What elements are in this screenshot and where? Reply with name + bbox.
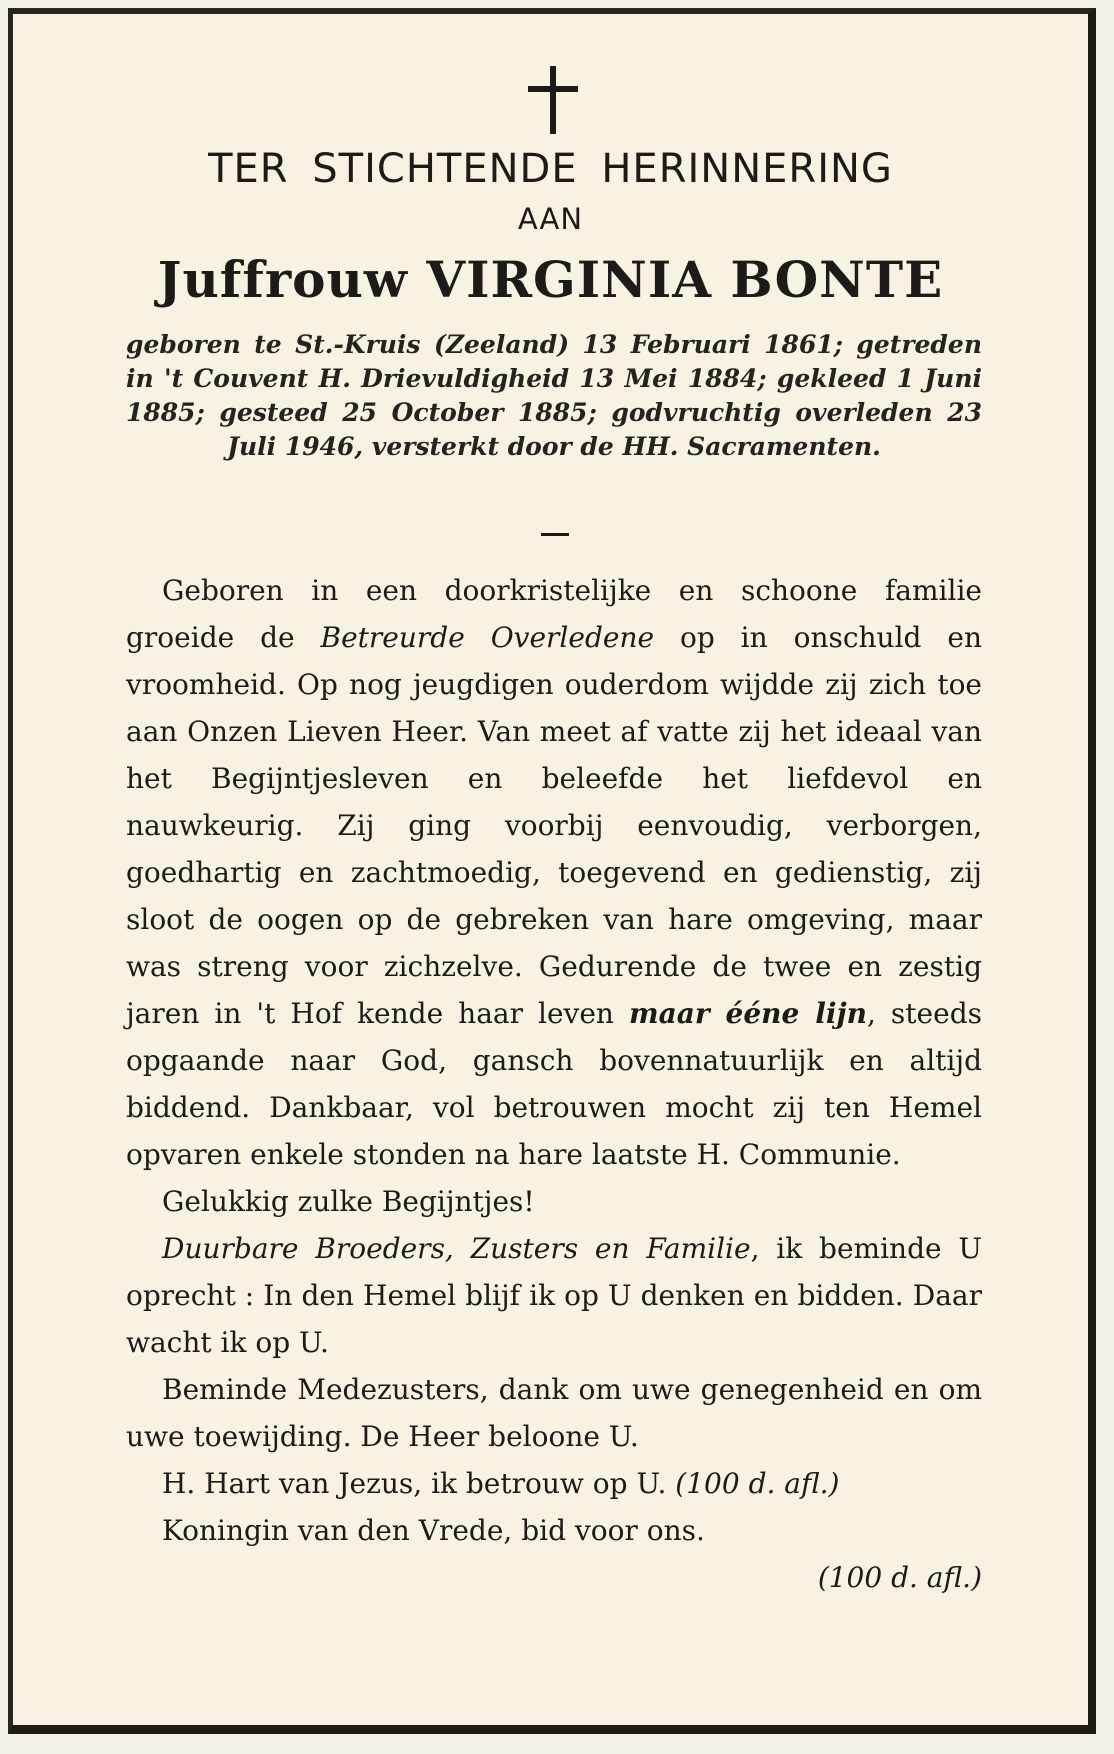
paragraph-2: Gelukkig zulke Begijntjes! [162, 1185, 535, 1218]
heading-line-1: TER STICHTENDE HERINNERING [208, 146, 893, 192]
paragraph-4: Beminde Medezusters, dank om uwe genegenheid en om uwe toewijding. De Heer beloone U. [126, 1373, 982, 1453]
paragraph-3-part-a: Duurbare Broeders, Zusters en Familie [162, 1232, 751, 1265]
paragraph-3-part-b: , ik beminde U oprecht : In den Hemel blijf ik op U denken en bidden. Daar wacht ik op U. [126, 1232, 982, 1359]
paragraph-1 [126, 567, 982, 1178]
paragraph-6: Koningin van den Vrede, bid voor ons. [162, 1514, 705, 1547]
paragraph-5 [126, 1460, 982, 1507]
paragraph-1-part-c: op in onschuld en vroomheid. Op nog jeugdigen ouderdom wijdde zij zich toe aan Onzen Lieven Heer. Van meet af vatte zij het ideaal van het Begijntjesleven en beleefde het liefdevol en nauwkeurig. Zij ging voorbij eenvoudig, verborgen, goedhartig en zachtmoedig, toegevend en gedienstig, zij sloot de oogen op de gebreken van hare omgeving, maar was streng voor zichzelve. Gedurende de twee en zestig jaren in 't Hof kende haar leven [126, 621, 982, 1030]
paragraph-5-part-a: H. Hart van Jezus, ik betrouw op U. [162, 1467, 676, 1500]
separator-dash [541, 533, 569, 536]
paragraph-1-part-e: , steeds opgaande naar God, gansch bovennatuurlijk en altijd biddend. Dankbaar, vol betrouwen mocht zij ten Hemel opvaren enkele stonden na hare laatste H. Communie. [126, 997, 982, 1171]
heading-line-2: AAN [517, 202, 584, 236]
deceased-name: Juffrouw VIRGINIA BONTE [157, 250, 944, 309]
paragraph-1-part-d: maar éénе lijn [629, 997, 867, 1030]
paragraph-1-part-a: Geboren in een doorkristelijke en schoone familie groeide de [126, 574, 982, 654]
memorial-card [8, 8, 1096, 1734]
paragraph-1-part-b: Betreurde Overledene [320, 621, 655, 654]
paragraph-7: (100 d. afl.) [817, 1561, 982, 1594]
memorial-text [126, 567, 982, 1601]
paragraph-5-part-b: (100 d. afl.) [675, 1467, 840, 1500]
cross-icon [528, 66, 578, 134]
life-dates: geboren te St.-Kruis (Zeeland) 13 Februari 1861; getreden in 't Couvent H. Drievuldigheid 13 Mei 1884; gekleed 1 Juni 1885; gesteed 25 October 1885; godvruchtig overleden 23 Juli 1946, versterkt door de HH. Sacramenten. [126, 330, 982, 461]
paragraph-3 [126, 1225, 982, 1366]
